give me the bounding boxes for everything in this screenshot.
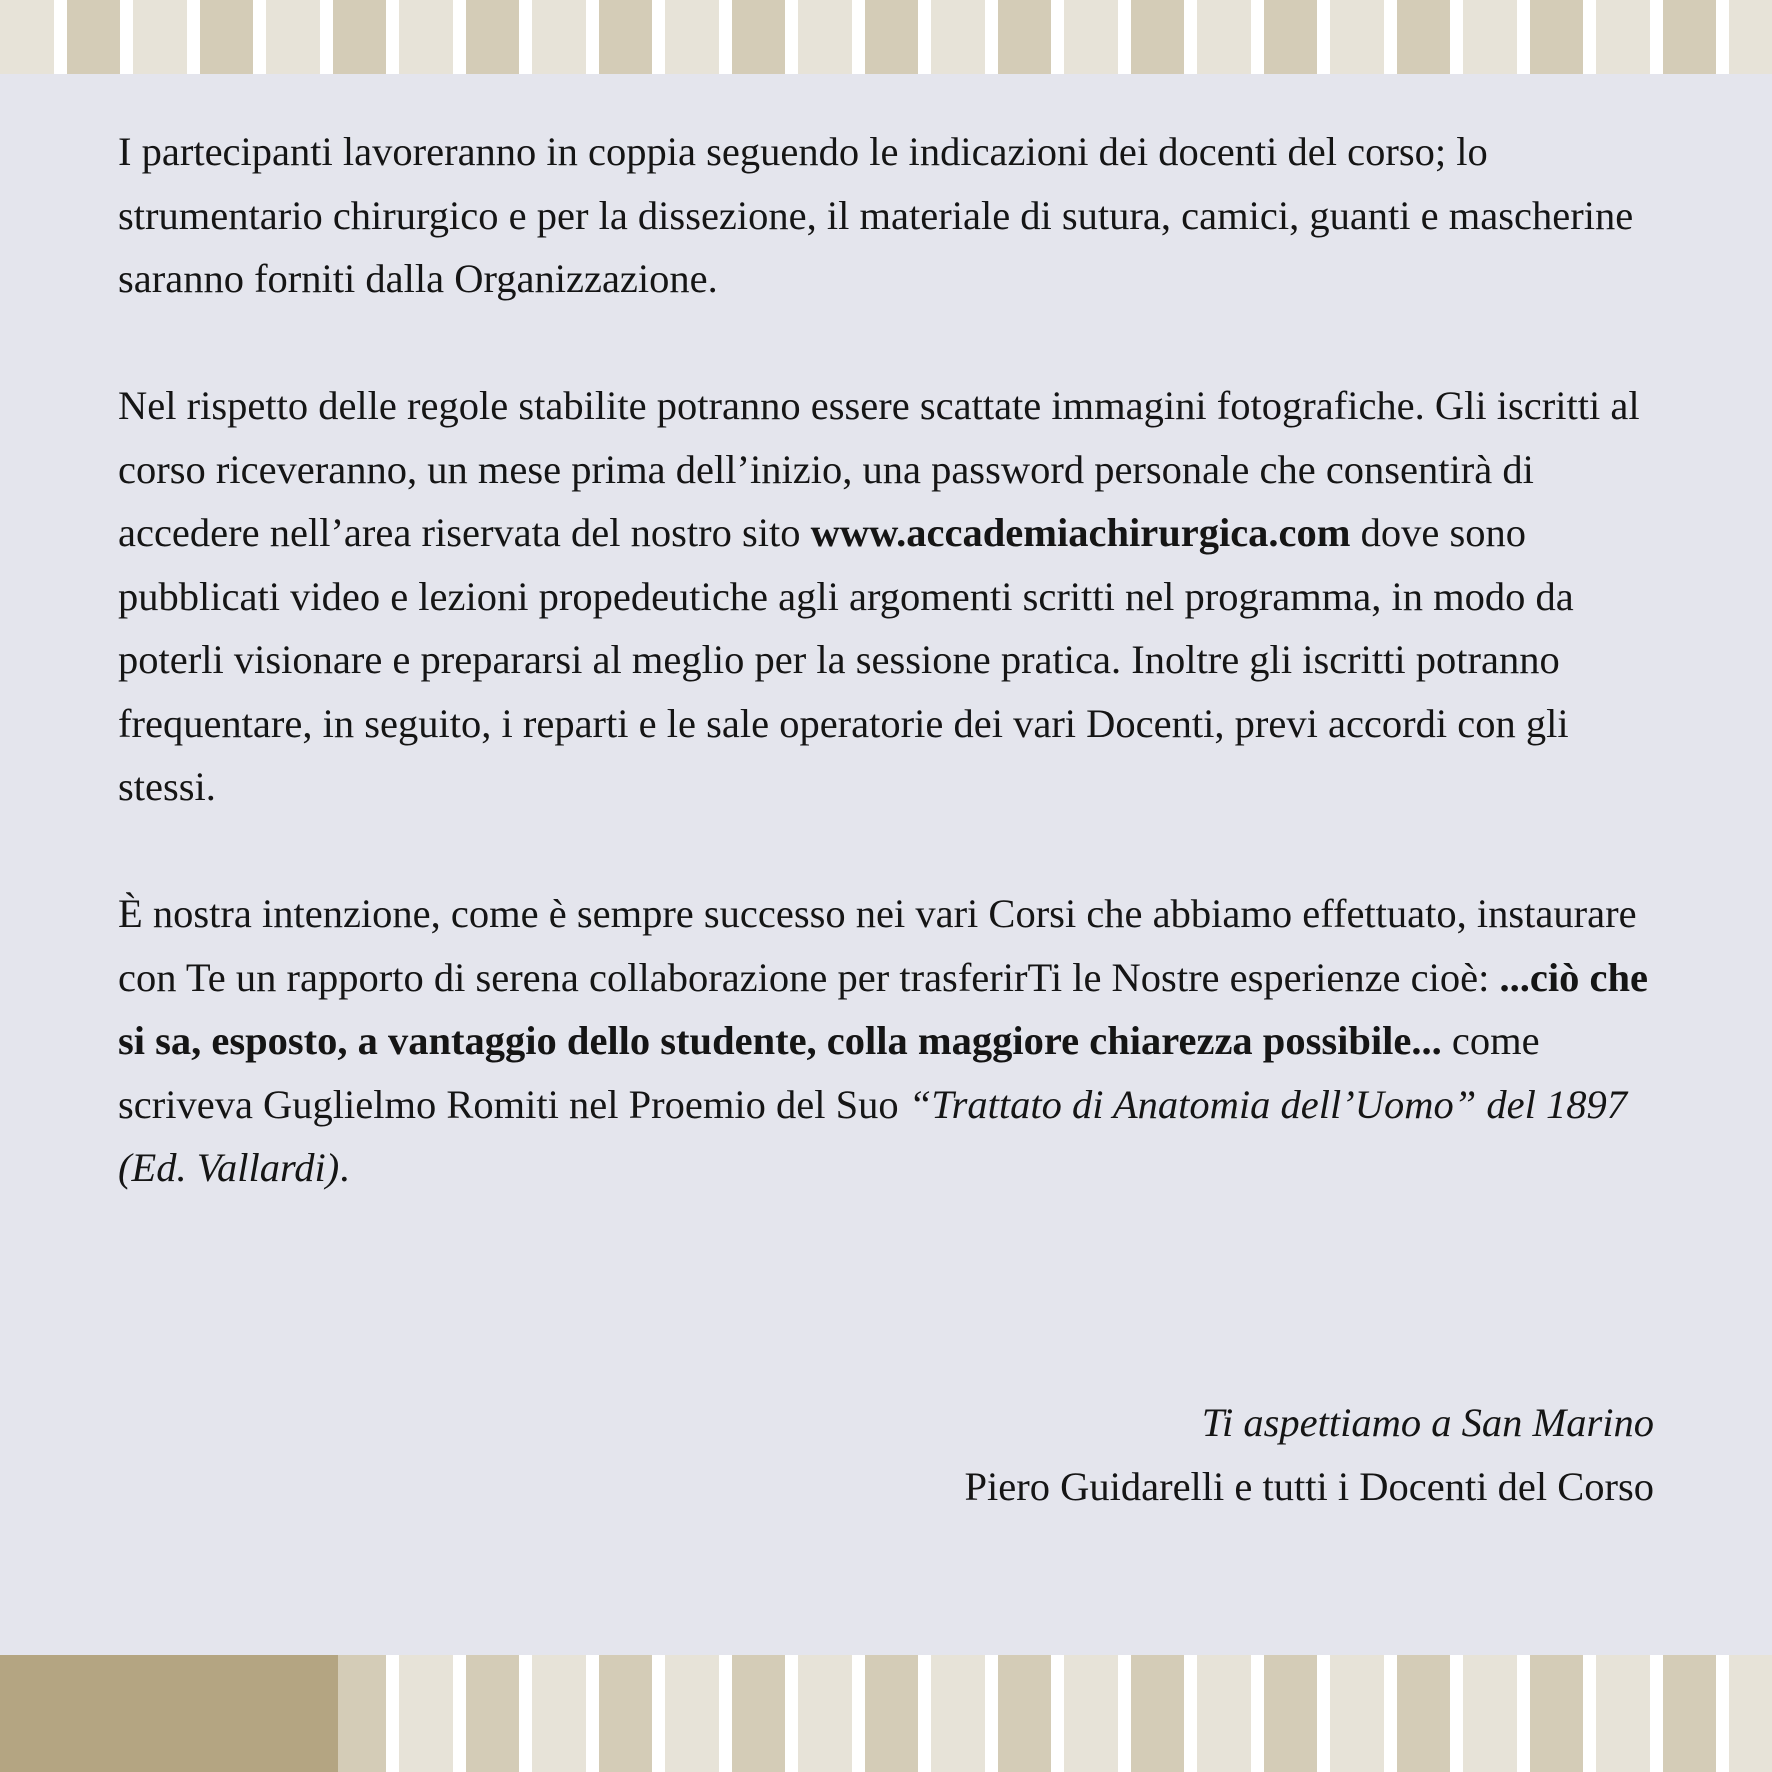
- intention-intro: È nostra intenzione, come è sempre successo nei vari Corsi che abbiamo effettuato, instaurare con Te un rapporto di serena collaborazione per trasferirTi le Nostre esperienze cioè:: [118, 891, 1637, 1000]
- website-link[interactable]: www.accademiachirurgica.com: [810, 510, 1351, 555]
- bottom-accent-block: [0, 1655, 338, 1772]
- paragraph-materials: I partecipanti lavoreranno in coppia seguendo le indicazioni dei docenti del corso; lo strumentario chirurgico e per la dissezione, il materiale di sutura, camici, guanti e mascherine saranno forniti dalla Organizzazione.: [118, 129, 1634, 301]
- bottom-stripe-band: [0, 1655, 1772, 1772]
- romiti-quote: ...ciò che si sa, esposto, a vantaggio dello studente, colla maggiore chiarezza possibile...: [118, 954, 1648, 1063]
- paragraph-intention: [118, 882, 1663, 1200]
- signature-greeting: Ti aspettiamo a San Marino: [1201, 1400, 1654, 1445]
- paragraph-access: [118, 374, 1663, 819]
- intention-end: .: [339, 1145, 350, 1190]
- book-title: “Trattato di Anatomia dell’Uomo” del 1897 (Ed. Vallardi): [118, 1081, 1627, 1190]
- access-text-intro: Nel rispetto delle regole stabilite potranno essere scattate immagini fotografiche. Gli iscritti al corso riceveranno, un mese prima dell’inizio, una password personale che consentirà di accedere nell’area riservata del nostro sito: [118, 383, 1640, 555]
- signature-block: [965, 1391, 1655, 1518]
- top-stripe-band: [0, 0, 1772, 74]
- signature-names: Piero Guidarelli e tutti i Docenti del Corso: [964, 1463, 1654, 1509]
- letter-body: [118, 120, 1663, 1263]
- intention-middle: come scriveva Guglielmo Romiti nel Proemio del Suo: [118, 1018, 1540, 1127]
- access-text-rest: dove sono pubblicati video e lezioni propedeutiche agli argomenti scritti nel programma, in modo da poterli visionare e prepararsi al meglio per la sessione pratica. Inoltre gli iscritti potranno frequentare, in seguito, i reparti e le sale operatorie dei vari Docenti, previ accordi con gli stessi.: [118, 510, 1574, 809]
